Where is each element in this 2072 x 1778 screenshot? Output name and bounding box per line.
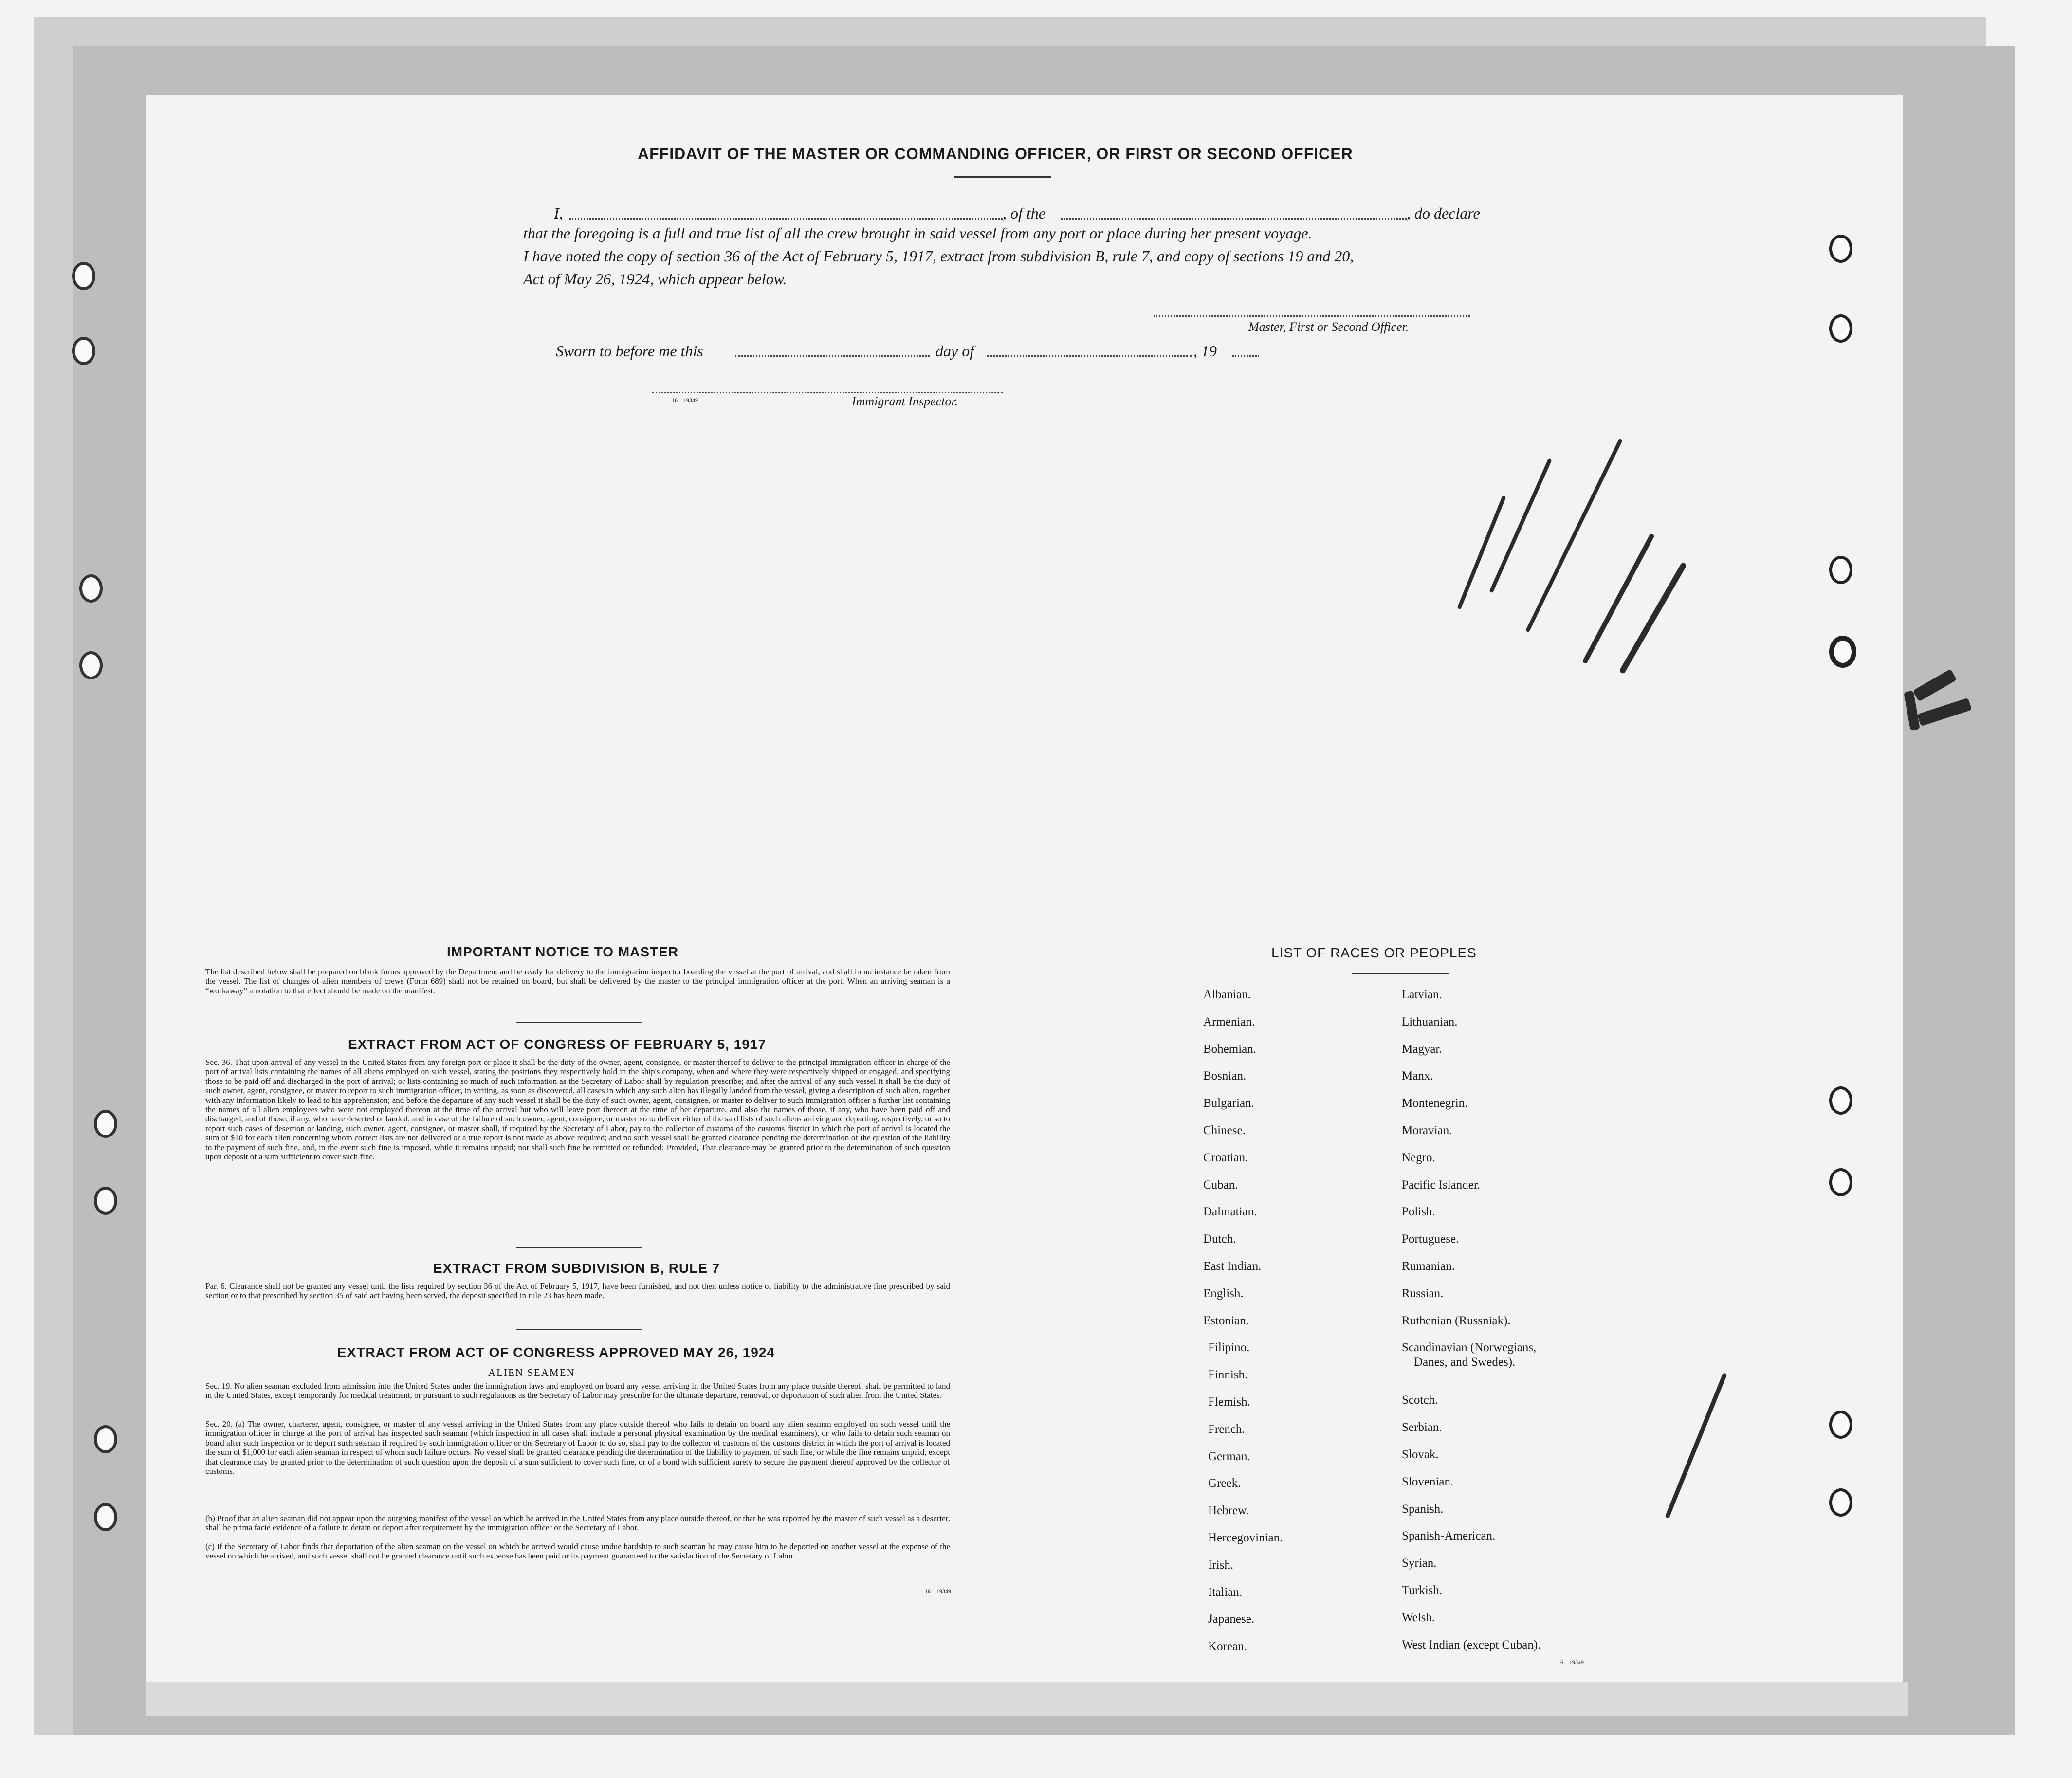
race-item: Hebrew. [1208,1504,1249,1518]
punch-hole-icon [1829,1168,1852,1196]
punch-hole-icon [94,1503,117,1531]
race-item: English. [1203,1286,1244,1300]
section-divider [516,1329,642,1330]
section-divider [516,1247,642,1248]
punch-hole-icon [1829,314,1852,343]
race-item: Finnish. [1208,1368,1248,1382]
race-item: Ruthenian (Russniak). [1402,1314,1511,1327]
race-item: Serbian. [1402,1421,1442,1434]
statement-line: I have noted the copy of section 36 of the Act of February 5, 1917, extract from subdivision B, rule 7, and copy of sections 19 and 20, [523,247,1354,265]
inspector-signature-line[interactable] [652,392,1003,393]
race-item: Negro. [1402,1151,1435,1164]
vessel-name-field[interactable] [1061,218,1407,220]
do-declare-label: , do declare [1407,204,1480,222]
sworn-label: Sworn to before me this [556,342,703,360]
race-item: Turkish. [1402,1584,1443,1597]
race-item: Moravian. [1402,1124,1452,1137]
race-item: Scotch. [1402,1393,1438,1407]
punch-hole-icon [1829,235,1852,263]
race-item: Greek. [1208,1477,1241,1490]
race-item: Cuban. [1203,1178,1238,1191]
notice-text: The list described below shall be prepared on blank forms approved by the Department and be ready for delivery to the immigration inspector boarding the vessel at the port of arrival, and shall in no instance be taken from the vessel. The list of changes of alien members of crews (Form 689) shall not be retained on board, but shall be delivered by the master to the principal immigration officer at the port. When an arriving seaman is a “workaway” a notation to that effect should be made on the manifest. [205,967,950,995]
race-item: Magyar. [1402,1042,1442,1056]
affidavit-title: AFFIDAVIT OF THE MASTER OR COMMANDING OFFICER, OR FIRST OR SECOND OFFICER [638,145,1353,163]
punch-hole-icon [94,1187,117,1215]
race-item: German. [1208,1449,1250,1463]
race-item: Welsh. [1402,1611,1435,1624]
races-title: LIST OF RACES OR PEOPLES [1271,945,1477,960]
race-item: East Indian. [1203,1260,1262,1273]
sec20c-text: (c) If the Secretary of Labor finds that deportation of the alien seaman on the vessel on which he arrived would cause undue hardship to such seaman he may cause him to be deported on another vessel at the expense of the vessel on which he arrived, and such vessel shall not be granted clearance until such expense has been paid or its payment guaranteed to the satisfaction of the Secretary of Labor. [205,1542,950,1561]
race-item: Korean. [1208,1640,1247,1653]
race-item: Manx. [1402,1069,1433,1083]
race-item: Bohemian. [1203,1042,1257,1056]
race-item: Polish. [1402,1205,1435,1219]
race-item: Irish. [1208,1558,1234,1572]
punch-hole-icon [1829,556,1852,584]
race-item: Portuguese. [1402,1232,1459,1246]
race-item: Pacific Islander. [1402,1178,1481,1191]
year-label: , 19 [1193,342,1217,360]
race-item: Estonian. [1203,1314,1249,1327]
race-item: Bosnian. [1203,1069,1247,1083]
race-item: Hercegovinian. [1208,1531,1283,1544]
inspector-label: Immigrant Inspector. [852,394,958,408]
race-item: Scandinavian (Norwegians, [1402,1341,1537,1355]
title-divider [1352,973,1449,974]
race-item: French. [1208,1422,1245,1436]
race-item: Russian. [1402,1286,1444,1300]
page-edge-shadow [146,1682,1908,1716]
punch-hole-icon [1829,1411,1852,1439]
race-item: Spanish. [1402,1502,1444,1516]
of-the-label: , of the [1003,204,1045,222]
punch-hole-icon [79,651,103,679]
race-item: Chinese. [1203,1124,1246,1137]
punch-hole-icon [94,1110,117,1138]
i-label: I, [554,204,563,222]
race-item: Croatian. [1203,1151,1248,1164]
race-item: Latvian. [1402,988,1442,1001]
sec19-text: Sec. 19. No alien seaman excluded from admission into the United States under the immigration laws and employed on board any vessel arriving in the United States from any place outside thereof, shall be permitted to land in the United States, except temporarily for medical treatment, or pursuant to such regulations as the Secretary of Labor may prescribe for the ultimate departure, removal, or deportation of such alien from the United States. [205,1381,950,1400]
sec20b-text: (b) Proof that an alien seaman did not appear upon the outgoing manifest of the vessel on which he arrived in the United States from any place outside thereof, or that he was reported by the master of such vessel as a deserter, shall be prima facie evidence of a failure to detain or deport after requirement by the immigration officer or the Secretary of Labor. [205,1514,950,1533]
race-item: Rumanian. [1402,1260,1455,1273]
race-item: Dalmatian. [1203,1205,1257,1219]
notice-title: IMPORTANT NOTICE TO MASTER [447,944,679,959]
title-divider [954,176,1051,178]
extract-1917-text: Sec. 36. That upon arrival of any vessel in the United States from any foreign port or place it shall be the duty of the owner, agent, consignee, or master thereof to deliver to the principal immigration officer in charge of the port of arrival lists containing the names of all aliens employed on such vessel, stating the positions they respectively hold in the ship's company, when and where they were respectively shipped or engaged, and specifying those to be paid off and discharged in the port of arrival; or lists containing so much of such information as the Secretary of Labor shall by regulation prescribe; and after the arrival of any such vessel it shall be the duty of such owner, agent, consignee, or master to report to such immigration officer, in writing, as soon as discovered, all cases in which any such alien has illegally landed from the vessel, giving a description of such alien, together with any information likely to lead to his apprehension; and before the departure of any such vessel it shall be the duty of such owner, agent, consignee, or master to deliver to such immigration officer a further list containing the names of all alien employees who were not employed thereon at the time of the arrival but who will leave port thereon at the time of her departure, and also the names of those, if any, who have been paid off and discharged, and of those, if any, who have deserted or landed; and in case of the failure of such owner, agent, consignee, or master so to deliver either of the said lists of such aliens arriving and departing, respectively, or so to report such cases of desertion or landing, such owner, agent, consignee, or master shall, if required by the Secretary of Labor, pay to the collector of customs of the customs district in which the port of arrival is located the sum of $10 for each alien concerning whom correct lists are not delivered or a true report is not made as above required; and no such vessel shall be granted clearance pending the determination of the question of the liability to the payment of such fine, and, in the event such fine is imposed, while it remains unpaid; nor shall such fine be remitted or refunded: Provided, That clearance may be granted prior to the determination of such question upon deposit of a sum sufficient to cover such fine. [205,1058,950,1162]
sworn-day-field[interactable] [735,355,930,357]
signature-label: Master, First or Second Officer. [1248,320,1409,334]
punch-hole-icon [1829,1086,1852,1115]
extract-rule7-title: EXTRACT FROM SUBDIVISION B, RULE 7 [433,1261,720,1276]
race-item: Danes, and Swedes). [1414,1356,1516,1369]
statement-line: that the foregoing is a full and true list of all the crew brought in said vessel from any port or place during her present voyage. [523,224,1312,242]
punch-hole-icon [79,574,103,603]
race-item: Albanian. [1203,988,1251,1001]
race-item: Montenegrin. [1402,1097,1468,1110]
race-item: Filipino. [1208,1341,1250,1355]
day-of-label: day of [935,342,974,360]
punch-hole-icon [94,1425,117,1453]
statement-line: Act of May 26, 1924, which appear below. [523,270,787,288]
race-item: Armenian. [1203,1015,1255,1028]
signature-line[interactable] [1154,315,1470,317]
punch-hole-icon [72,262,95,290]
extract-1924-title: EXTRACT FROM ACT OF CONGRESS APPROVED MAY 26, 1924 [337,1345,775,1360]
punch-hole-icon [1829,1488,1852,1517]
race-item: Spanish-American. [1402,1529,1496,1543]
race-item: Japanese. [1208,1613,1255,1626]
alien-seamen-subtitle: ALIEN SEAMEN [488,1367,575,1378]
punch-hole-icon [72,337,95,365]
section-divider [516,1022,642,1023]
race-item: Lithuanian. [1402,1015,1458,1028]
race-item: Italian. [1208,1585,1243,1599]
race-item: Slovak. [1402,1448,1439,1461]
form-number: 16—19349 [925,1588,951,1595]
race-item: Flemish. [1208,1395,1250,1409]
form-number: 16—19349 [1558,1659,1584,1666]
extract-rule7-text: Par. 6. Clearance shall not be granted any vessel until the lists required by section 36 of the Act of February 5, 1917, have been furnished, and not then unless notice of liability to the administrative fine prescribed by said section or to that prescribed by section 35 of said act having been served, the deposit specified in rule 23 has been made. [205,1282,950,1301]
race-item: Slovenian. [1402,1475,1454,1488]
race-item: Bulgarian. [1203,1097,1254,1110]
affidavit-statement [523,222,1506,291]
race-item: Syrian. [1402,1557,1437,1570]
sworn-month-field[interactable] [987,355,1192,357]
race-item: West Indian (except Cuban). [1402,1638,1541,1651]
master-name-field[interactable] [569,218,1003,220]
sec20a-text: Sec. 20. (a) The owner, charterer, agent, consignee, or master of any vessel arriving in the United States from any place outside thereof who fails to detain on board any alien seaman employed on such vessel until the immigration officer in charge at the port of arrival has inspected such seaman (which inspection in all cases shall include a personal physical examination by the medical examiners), or who fails to detain such seaman on board after such inspection or to deport such seaman if required by such immigration officer or the Secretary of Labor to do so, shall pay to the collector of customs of the customs district in which the port of arrival is located the sum of $1,000 for each alien seaman in respect of whom such failure occurs. No vessel shall be granted clearance pending the determination of the liability to payment of such fine, or while the fine remains unpaid, except that clearance may be granted prior to the determination of such question upon the deposit of a sum sufficient to cover such fine, or of a bond with sufficient surety to secure the payment thereof approved by the collector of customs. [205,1419,950,1476]
extract-1917-title: EXTRACT FROM ACT OF CONGRESS OF FEBRUARY 5, 1917 [348,1037,767,1052]
race-item: Dutch. [1203,1232,1236,1246]
punch-hole-icon [1829,636,1856,668]
sworn-year-field[interactable] [1232,355,1259,357]
form-number: 16—19349 [672,397,698,403]
